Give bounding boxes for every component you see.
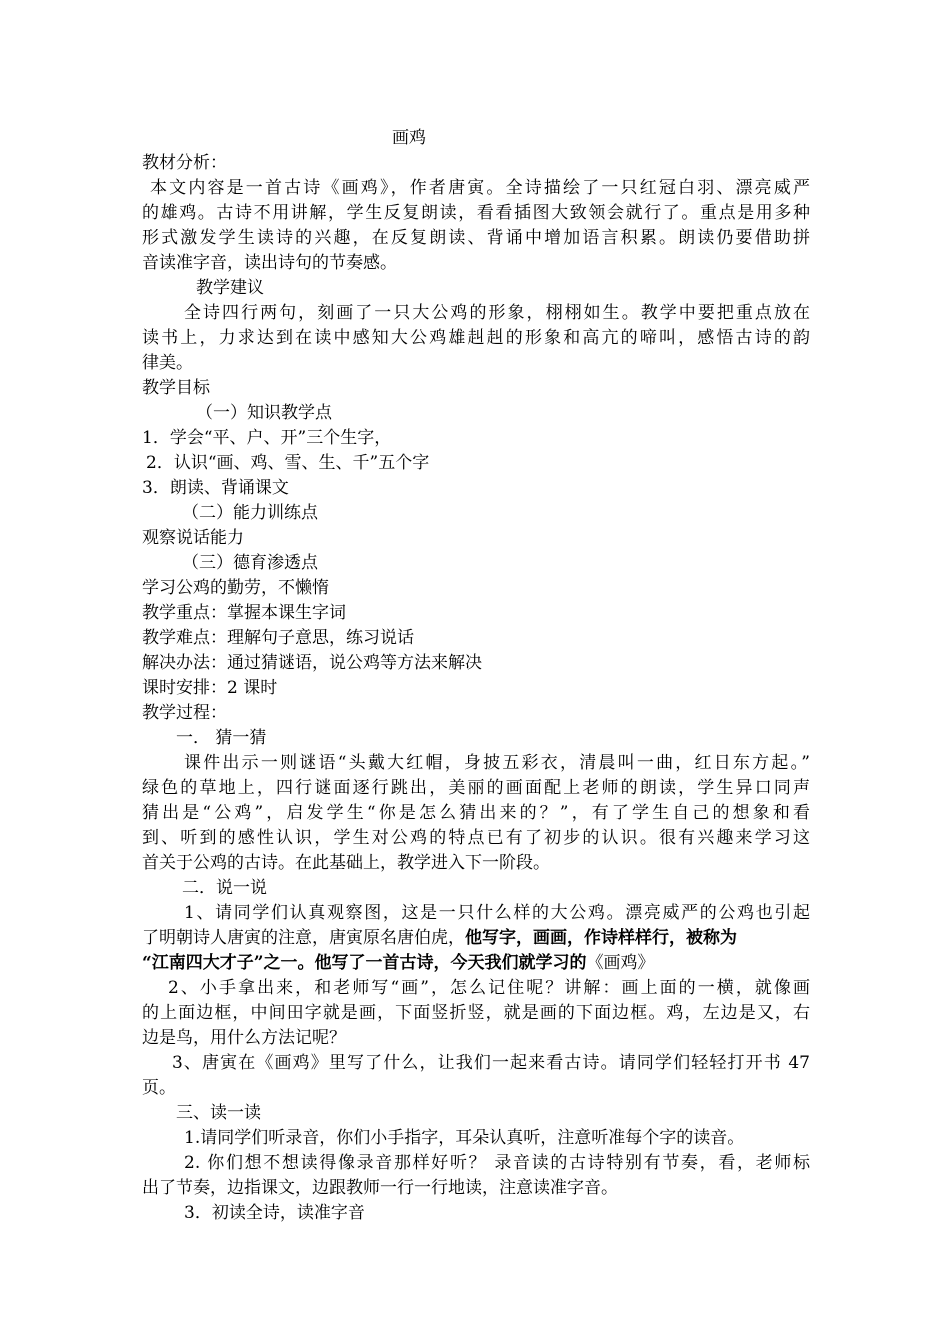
paragraph-line: 首关于公鸡的古诗。在此基础上，教学进入下一阶段。 (142, 853, 550, 873)
paragraph-line: 观察说话能力 (142, 528, 244, 548)
paragraph-line: 2、小手拿出来，和老师写“画”，怎么记住呢？讲解：画上面的一横，就像画 (168, 978, 810, 998)
paragraph-line: 到、听到的感性认识，学生对公鸡的特点已有了初步的认识。很有兴趣来学习这 (142, 828, 810, 848)
bold-text: “江南四大才子”之一。他写了一首古诗，今天我们就学习的 (142, 953, 587, 973)
paragraph-text: 《画鸡》 (586, 953, 655, 973)
paragraph-line: 音读准字音，读出诗句的节奏感。 (142, 253, 397, 273)
paragraph-line: 的上面边框，中间田字就是画，下面竖折竖，就是画的下面边框。鸡，左边是又，右 (142, 1003, 810, 1023)
subheading-knowledge: （一）知识教学点 (196, 403, 332, 423)
paragraph-line: 学习公鸡的勤劳，不懒惰 (142, 578, 329, 598)
list-item: 3．朗读、背诵课文 (142, 478, 289, 498)
paragraph-line: 律美。 (142, 353, 193, 373)
paragraph-line: 全诗四行两句，刻画了一只大公鸡的形象，栩栩如生。教学中要把重点放在 (184, 303, 810, 323)
heading-teaching-suggestion: 教学建议 (196, 278, 264, 298)
paragraph-line: 出了节奏，边指课文，边跟教师一行一行地读，注意读准字音。 (142, 1178, 618, 1198)
solution-method: 解决办法：通过猜谜语，说公鸡等方法来解决 (142, 653, 482, 673)
paragraph-line: 课件出示一则谜语“头戴大红帽，身披五彩衣，清晨叫一曲，红日东方起。” (184, 753, 810, 773)
paragraph-line: 1.请同学们听录音，你们小手指字，耳朵认真听，注意听准每个字的读音。 (184, 1128, 745, 1148)
heading-teaching-goals: 教学目标 (142, 378, 210, 398)
lesson-schedule: 课时安排：2 课时 (142, 678, 278, 698)
paragraph-line: 1、请同学们认真观察图，这是一只什么样的大公鸡。漂亮威严的公鸡也引起 (184, 903, 810, 923)
section-heading-say: 二．说一说 (182, 878, 267, 898)
list-item: 1．学会“平、户、开”三个生字， (142, 428, 392, 448)
paragraph-line: 本文内容是一首古诗《画鸡》，作者唐寅。全诗描绘了一只红冠白羽、漂亮威严 (150, 178, 810, 198)
subheading-ability: （二）能力训练点 (182, 503, 318, 523)
heading-material-analysis: 教材分析： (142, 153, 227, 173)
section-heading-read: 三、读一读 (176, 1103, 261, 1123)
paragraph-line: 页。 (142, 1078, 176, 1098)
teaching-difficulty: 教学难点：理解句子意思，练习说话 (142, 628, 414, 648)
bold-text: 他写字，画画，作诗样样行，被称为 (465, 928, 737, 948)
paragraph-line (142, 926, 810, 951)
paragraph-line: 2. 你们想不想读得像录音那样好听？ 录音读的古诗特别有节奏，看，老师标 (184, 1153, 810, 1173)
paragraph-line: 边是鸟，用什么方法记呢？ (142, 1028, 346, 1048)
teaching-focus: 教学重点：掌握本课生字词 (142, 603, 346, 623)
paragraph-line: 绿色的草地上，四行谜面逐行跳出，美丽的画面配上老师的朗读，学生异口同声 (142, 778, 810, 798)
document-title: 画鸡 (392, 128, 426, 148)
paragraph-line (142, 951, 810, 976)
paragraph-line: 猜出是“公鸡”，启发学生“你是怎么猜出来的？”，有了学生自己的想象和看 (142, 803, 810, 823)
heading-teaching-process: 教学过程： (142, 703, 227, 723)
paragraph-line: 形式激发学生读诗的兴趣，在反复朗读、背诵中增加语言积累。朗读仍要借助拼 (142, 228, 810, 248)
list-item: 2．认识“画、鸡、雪、生、千”五个字 (146, 453, 430, 473)
paragraph-text: 了明朝诗人唐寅的注意，唐寅原名唐伯虎， (142, 928, 465, 948)
subheading-moral: （三）德育渗透点 (182, 553, 318, 573)
section-heading-guess: 一． 猜一猜 (176, 728, 267, 748)
paragraph-line: 的雄鸡。古诗不用讲解，学生反复朗读，看看插图大致领会就行了。重点是用多种 (142, 203, 810, 223)
paragraph-line: 读书上，力求达到在读中感知大公鸡雄赳赳的形象和高亢的啼叫，感悟古诗的韵 (142, 328, 810, 348)
paragraph-line: 3．初读全诗，读准字音 (184, 1203, 365, 1223)
paragraph-line: 3、唐寅在《画鸡》里写了什么，让我们一起来看古诗。请同学们轻轻打开书 47 (172, 1053, 810, 1073)
